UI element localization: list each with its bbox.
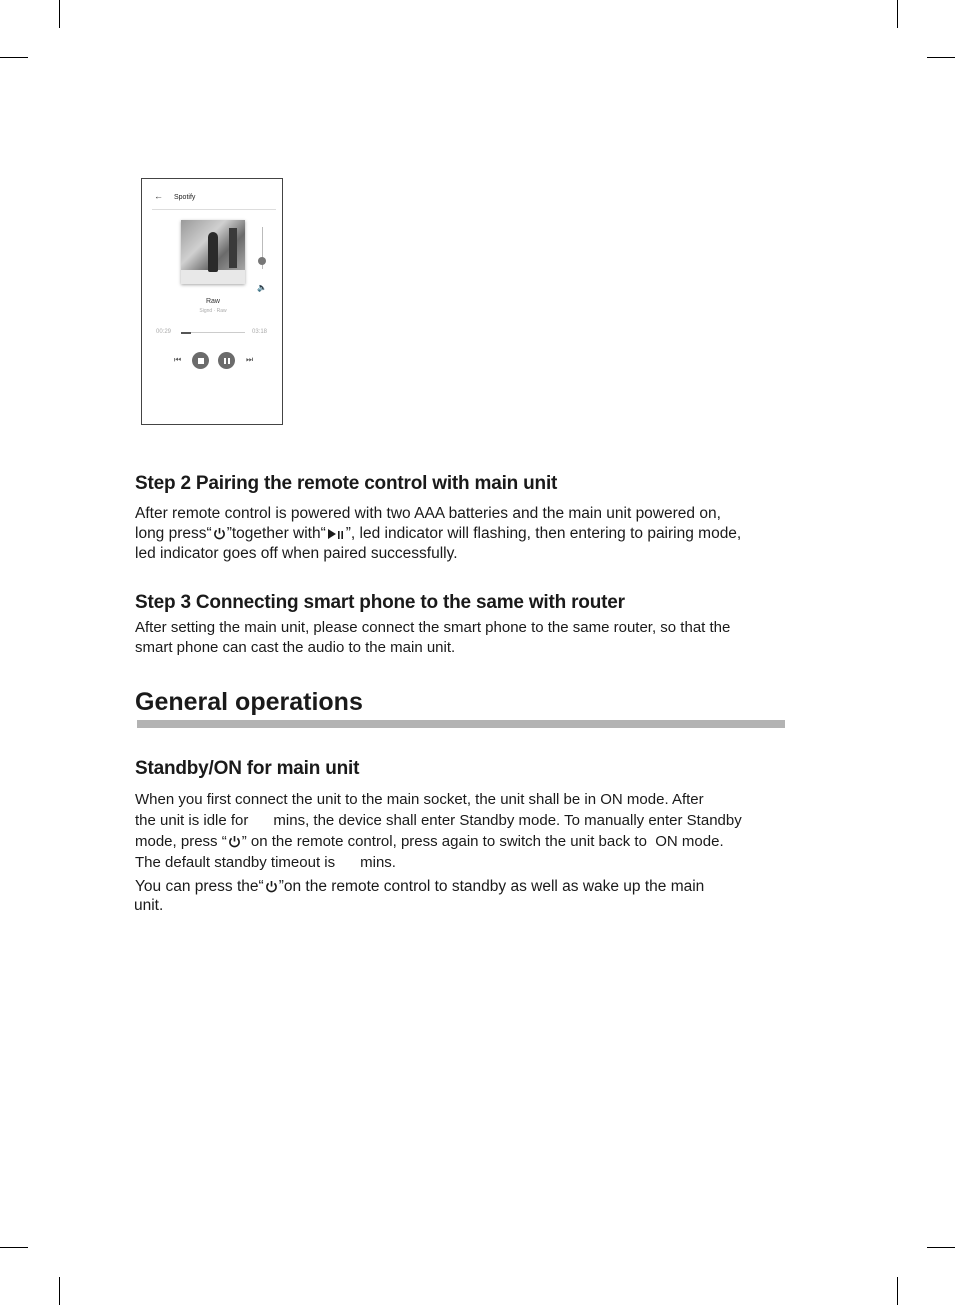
step3-paragraph bbox=[135, 618, 730, 658]
progress-bar[interactable] bbox=[181, 332, 245, 333]
text-line: When you first connect the unit to the main socket, the unit shall be in ON mode. After bbox=[135, 791, 704, 808]
next-track-icon[interactable]: ⏭ bbox=[246, 355, 254, 364]
text-line: unit. bbox=[134, 897, 164, 914]
text-fragment: ” on the remote control, press again to switch the unit back to ON mode. bbox=[241, 833, 724, 850]
step2-heading: Step 2 Pairing the remote control with main unit bbox=[135, 473, 558, 494]
crop-mark bbox=[0, 57, 28, 58]
crop-mark bbox=[927, 57, 955, 58]
app-title: Spotify bbox=[174, 194, 196, 201]
pause-icon bbox=[224, 358, 230, 364]
power-icon bbox=[213, 527, 226, 540]
text-fragment: ”, led indicator will flashing, then entering to pairing mode, bbox=[345, 525, 742, 542]
song-artist: Signd · Raw bbox=[199, 308, 227, 314]
text-line: After setting the main unit, please connect the smart phone to the same router, so that the bbox=[135, 619, 731, 636]
crop-mark bbox=[927, 1247, 955, 1248]
play-pause-icon bbox=[327, 528, 345, 540]
song-title: Raw bbox=[205, 298, 220, 305]
crop-mark bbox=[0, 1247, 28, 1248]
app-screenshot bbox=[141, 178, 283, 425]
section-title: General operations bbox=[135, 688, 363, 716]
text-line: the unit is idle for mins, the device shall enter Standby mode. To manually enter Standby bbox=[135, 812, 742, 829]
power-icon bbox=[228, 835, 241, 848]
crop-mark bbox=[897, 1277, 898, 1305]
speaker-icon: 🔈 bbox=[257, 283, 267, 292]
step3-heading: Step 3 Connecting smart phone to the same with router bbox=[135, 592, 625, 613]
text-line bbox=[135, 524, 741, 544]
text-line: led indicator goes off when paired successfully. bbox=[135, 545, 458, 562]
section-divider bbox=[137, 720, 785, 728]
crop-mark bbox=[59, 1277, 60, 1305]
stop-icon bbox=[198, 358, 204, 364]
crop-mark bbox=[59, 0, 60, 28]
volume-slider-knob[interactable] bbox=[258, 257, 266, 265]
app-header bbox=[152, 191, 276, 210]
text-fragment: long press“ bbox=[135, 525, 212, 542]
album-art bbox=[181, 220, 245, 284]
crop-mark bbox=[897, 0, 898, 28]
step2-paragraph bbox=[135, 504, 741, 564]
text-fragment: mode, press “ bbox=[135, 833, 227, 850]
standby-paragraph bbox=[135, 789, 742, 873]
progress-bar-fill bbox=[181, 332, 191, 334]
text-line bbox=[135, 831, 742, 852]
back-arrow-icon[interactable]: ← bbox=[154, 191, 163, 201]
text-line: smart phone can cast the audio to the main unit. bbox=[135, 639, 456, 656]
stop-button[interactable] bbox=[192, 352, 209, 369]
total-time: 03:18 bbox=[252, 329, 268, 335]
elapsed-time: 00:29 bbox=[156, 329, 172, 335]
standby-paragraph-2 bbox=[135, 877, 704, 915]
pause-button[interactable] bbox=[218, 352, 235, 369]
text-line: After remote control is powered with two AAA batteries and the main unit powered on, bbox=[135, 505, 721, 522]
text-line: The default standby timeout is mins. bbox=[135, 854, 396, 871]
text-fragment: ”together with“ bbox=[226, 525, 326, 542]
text-fragment: You can press the“ bbox=[135, 878, 264, 895]
standby-heading: Standby/ON for main unit bbox=[135, 758, 360, 779]
text-fragment: ”on the remote control to standby as well as wake up the main bbox=[278, 878, 705, 895]
previous-track-icon[interactable]: ⏮ bbox=[174, 355, 182, 364]
power-icon bbox=[265, 880, 278, 893]
text-line bbox=[135, 877, 704, 896]
